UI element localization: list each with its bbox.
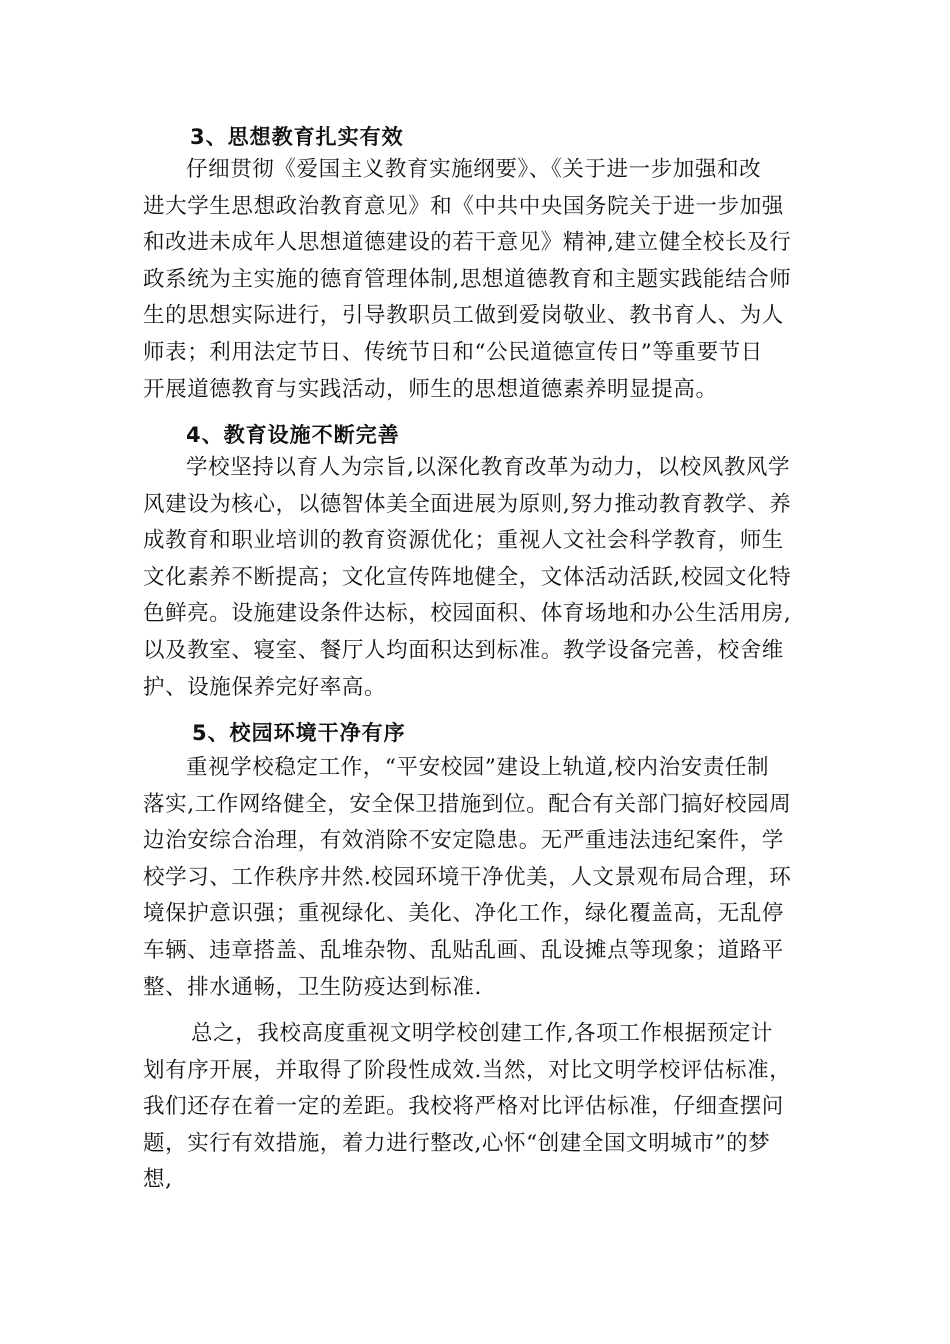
section-body-4 — [143, 450, 823, 706]
section-body-5 — [143, 750, 823, 1006]
paragraph-line: 想, — [143, 1167, 173, 1193]
paragraph-line: 进大学生思想政治教育意见》和《中共中央国务院关于进一步加强 — [143, 193, 784, 219]
paragraph-line: 以及教室、寝室、餐厅人均面积达到标准。教学设备完善，校舍维 — [143, 637, 784, 663]
paragraph-line: 车辆、违章搭盖、乱堆杂物、乱贴乱画、乱设摊点等现象；道路平 — [143, 937, 784, 963]
paragraph-line: 境保护意识强；重视绿化、美化、净化工作，绿化覆盖高，无乱停 — [143, 901, 784, 927]
paragraph-line: 成教育和职业培训的教育资源优化；重视人文社会科学教育，师生 — [143, 528, 784, 554]
paragraph-line: 我们还存在着一定的差距。我校将严格对比评估标准，仔细查摆问 — [143, 1094, 784, 1120]
paragraph-line: 师表；利用法定节日、传统节日和“公民道德宣传日”等重要节日 — [143, 339, 763, 365]
section-heading-5: 5、校园环境干净有序 — [192, 721, 406, 745]
paragraph-line: 重视学校稳定工作，“平安校园”建设上轨道,校内治安责任制 — [186, 755, 770, 780]
paragraph-line: 学校坚持以育人为宗旨,以深化教育改革为动力，以校风教风学 — [186, 455, 791, 480]
paragraph-line: 题，实行有效措施，着力进行整改,心怀“创建全国文明城市”的梦 — [143, 1130, 771, 1156]
paragraph-line: 开展道德教育与实践活动，师生的思想道德素养明显提高。 — [143, 376, 718, 402]
paragraph-line: 护、设施保养完好率高。 — [143, 674, 387, 700]
paragraph-line: 和改进未成年人思想道德建设的若干意见》精神,建立健全校长及行 — [143, 230, 792, 256]
paragraph-line: 划有序开展，并取得了阶段性成效.当然，对比文明学校评估标准， — [143, 1057, 792, 1083]
section-body-3 — [143, 152, 823, 408]
paragraph-line: 仔细贯彻《爱国主义教育实施纲要》、《关于进一步加强和改 — [186, 157, 762, 182]
paragraph-line: 风建设为核心，以德智体美全面进展为原则,努力推动教育教学、养 — [143, 491, 792, 517]
conclusion-body — [143, 1016, 823, 1199]
paragraph-line: 色鲜亮。设施建设条件达标，校园面积、体育场地和办公生活用房, — [143, 601, 792, 627]
paragraph-line: 政系统为主实施的德育管理体制,思想道德教育和主题实践能结合师 — [143, 266, 792, 292]
paragraph-line: 校学习、工作秩序井然.校园环境干净优美，人文景观布局合理，环 — [143, 864, 792, 890]
paragraph-line: 边治安综合治理，有效消除不安定隐患。无严重违法违纪案件，学 — [143, 828, 784, 854]
paragraph-line: 落实,工作网络健全，安全保卫措施到位。配合有关部门搞好校园周 — [143, 791, 792, 817]
section-heading-4: 4、教育设施不断完善 — [186, 423, 400, 447]
paragraph-line: 总之，我校高度重视文明学校创建工作,各项工作根据预定计 — [191, 1021, 774, 1046]
paragraph-line: 生的思想实际进行，引导教职员工做到爱岗敬业、教书育人、为人 — [143, 303, 784, 329]
paragraph-line: 文化素养不断提高；文化宣传阵地健全，文体活动活跃,校园文化特 — [143, 564, 792, 590]
section-heading-3: 3、思想教育扎实有效 — [190, 125, 404, 149]
paragraph-line: 整、排水通畅，卫生防疫达到标准. — [143, 974, 482, 1000]
